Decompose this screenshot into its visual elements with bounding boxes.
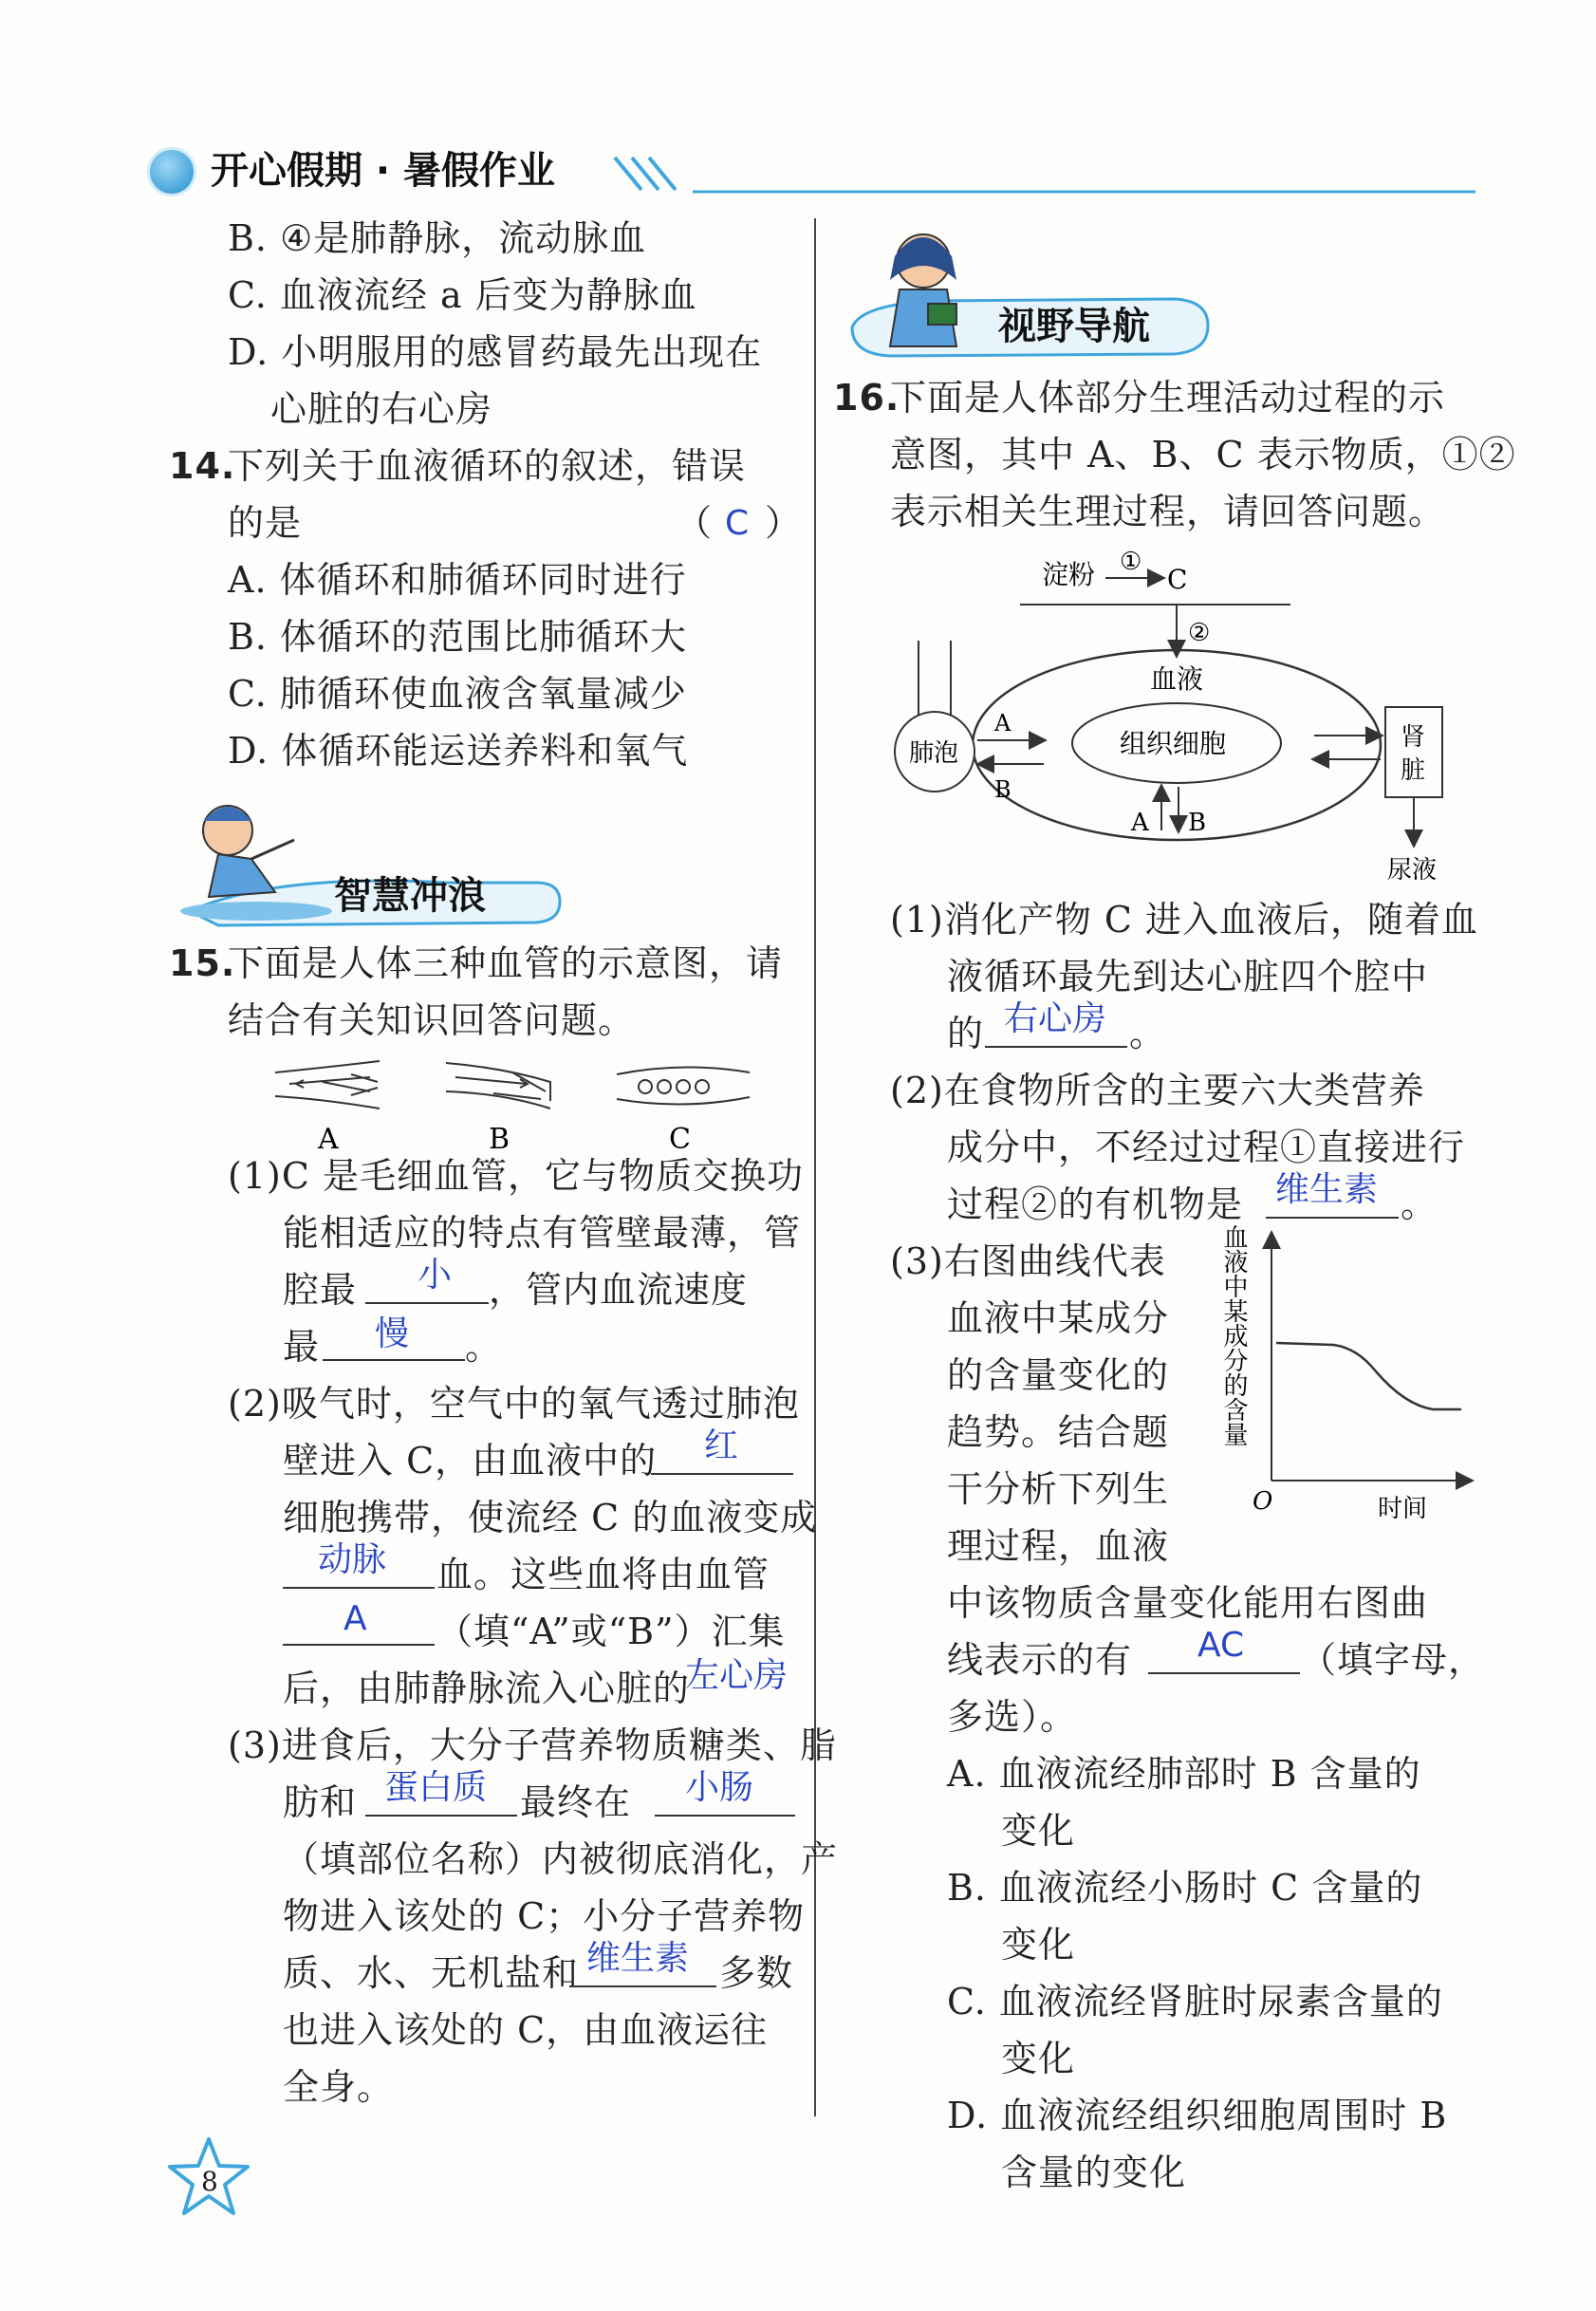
header-title: 开心假期 · 暑假作业 [211, 149, 556, 193]
q16-p3-line8a: 线表示的有 [947, 1639, 1133, 1681]
q15-p3-line3: （填部位名称）内被彻底消化，产 [283, 1838, 839, 1880]
header-decoration [607, 152, 1480, 199]
q14-answer: C [725, 504, 750, 543]
q16-option-d-line1: D. 血液流经组织细胞周围时 B [947, 2095, 1448, 2136]
q16-answer-2: 维生素 [1275, 1170, 1379, 1209]
vessel-label-a: A [318, 1123, 339, 1156]
q16-p3-line8b: （填字母， [1300, 1639, 1486, 1681]
q15-p2-line2a: 壁进入 C，由血液中的 [283, 1440, 658, 1482]
q14-paren-close: ） [765, 502, 803, 544]
q15-p3-line6: 也进入该处的 C，由血液运往 [283, 2009, 769, 2051]
diagram-urine: 尿液 [1387, 856, 1438, 885]
q16-stem-line1: 下面是人体部分生理活动过程的示 [890, 377, 1446, 419]
q16-p3-line7: 中该物质含量变化能用右图曲 [947, 1582, 1429, 1624]
page-number-star [166, 2135, 251, 2221]
diagram-step1: ① [1120, 548, 1142, 576]
q16-option-b-line1: B. 血液流经小肠时 C 含量的 [947, 1867, 1423, 1909]
q15-answer-3a: 蛋白质 [384, 1768, 488, 1807]
q15-p1-line4a: 最 [283, 1326, 321, 1368]
vision-banner-title: 视野导航 [998, 305, 1150, 348]
q16-p1-line3b: 。 [1129, 1013, 1167, 1054]
diagram-kidney-2: 脏 [1401, 756, 1426, 785]
q13-option-b: B. ④是肺静脉，流动脉血 [228, 217, 647, 259]
q15-p2-line4b: 血。这些血将由血管 [436, 1554, 770, 1595]
q16-option-a-line2: 变化 [1001, 1810, 1076, 1852]
q15-stem-line2: 结合有关知识回答问题。 [228, 999, 636, 1041]
wisdom-banner-title: 智慧冲浪 [334, 874, 486, 918]
q16-option-a-line1: A. 血液流经肺部时 B 含量的 [947, 1753, 1421, 1795]
q16-answer-3: AC [1197, 1626, 1245, 1665]
diagram-b-tissue: B [1188, 809, 1207, 837]
q15-answer-2b: 动脉 [318, 1540, 387, 1579]
q15-p2-line3: 细胞携带，使流经 C 的血液变成 [283, 1497, 818, 1538]
diagram-tissue-cells: 组织细胞 [1120, 728, 1227, 759]
graph-origin: O [1253, 1487, 1273, 1516]
q14-option-d: D. 体循环能运送养料和氧气 [228, 730, 689, 772]
q14-paren-open: （ [676, 502, 714, 544]
q15-p1-line3a: 腔最 [283, 1269, 358, 1311]
q16-number: 16. [833, 377, 900, 419]
q16-p3-line9: 多选）。 [947, 1696, 1078, 1738]
q15-p3-line2a: 肪和 [283, 1781, 358, 1823]
q16-p3-line6: 理过程，血液 [947, 1525, 1170, 1567]
q16-p3-line2: 血液中某成分 [947, 1297, 1170, 1339]
page-number: 8 [201, 2166, 218, 2197]
q14-number: 14. [169, 445, 236, 487]
q15-number: 15. [169, 942, 236, 984]
q16-p2-line2: 成分中，不经过过程①直接进行 [947, 1127, 1466, 1168]
q15-p3-line2b: 最终在 [520, 1781, 632, 1823]
q15-p3-line7: 全身。 [283, 2066, 395, 2108]
q16-answer-1: 右心房 [1004, 999, 1107, 1038]
q15-p2-line1: (2)吸气时，空气中的氧气透过肺泡 [228, 1383, 800, 1425]
q16-option-b-line2: 变化 [1001, 1924, 1076, 1966]
q15-p3-line5b: 多数 [719, 1952, 794, 1994]
q16-p1-line3a: 的 [947, 1013, 985, 1054]
q15-answer-1b: 慢 [375, 1314, 410, 1353]
q15-p1-line4b: 。 [465, 1326, 503, 1368]
q14-option-a: A. 体循环和肺循环同时进行 [228, 559, 687, 601]
q16-p3-line4: 趋势。结合题 [947, 1411, 1170, 1453]
header-logo-circle [150, 150, 194, 194]
q14-stem-line1: 下列关于血液循环的叙述，错误 [228, 445, 747, 487]
q15-p3-line4: 物进入该处的 C；小分子营养物 [283, 1895, 806, 1937]
graph-xlabel: 时间 [1378, 1495, 1428, 1523]
q15-p1-line2: 能相适应的特点有管壁最薄，管 [283, 1212, 802, 1254]
diagram-a-lung: A [994, 710, 1011, 736]
q15-answer-2c: A [343, 1599, 367, 1638]
q15-p2-line6a: 后，由肺静脉流入心脏的 [283, 1668, 691, 1709]
q15-p2-line5b: （填“A”或“B”）汇集 [436, 1611, 786, 1652]
q13-option-c: C. 血液流经 a 后变为静脉血 [228, 274, 697, 316]
q16-p3-line3: 的含量变化的 [947, 1354, 1170, 1396]
q16-p2-line3a: 过程②的有机物是 [947, 1183, 1244, 1225]
diagram-alveoli: 肺泡 [909, 739, 959, 768]
content-curve-graph [1219, 1215, 1490, 1528]
q14-stem-line2: 的是 [228, 502, 303, 544]
q15-stem-line1: 下面是人体三种血管的示意图，请 [228, 942, 784, 984]
q15-answer-3b: 小肠 [685, 1768, 754, 1807]
q16-p2-line1: (2)在食物所含的主要六大类营养 [890, 1070, 1425, 1111]
q16-option-d-line2: 含量的变化 [1001, 2152, 1187, 2193]
q15-p1-line1: (1)C 是毛细血管，它与物质交换功 [228, 1155, 804, 1197]
q13-option-d-line2: 心脏的右心房 [270, 388, 493, 430]
q15-p1-line3b: ，管内血流速度 [489, 1269, 749, 1311]
blood-vessels-figure [266, 1053, 759, 1158]
vessel-label-c: C [669, 1123, 691, 1156]
physiology-diagram [892, 536, 1461, 892]
q16-p2-line3b: 。 [1401, 1183, 1438, 1225]
q16-p3-line5: 干分析下列生 [947, 1468, 1170, 1510]
q16-option-c-line2: 变化 [1001, 2038, 1076, 2079]
diagram-kidney-1: 肾 [1401, 723, 1426, 752]
q15-answer-1a: 小 [418, 1256, 453, 1295]
q15-answer-3c: 维生素 [586, 1939, 690, 1978]
q16-p1-line2: 液循环最先到达心脏四个腔中 [947, 956, 1429, 997]
diagram-step2: ② [1188, 619, 1211, 647]
q16-p1-line1: (1)消化产物 C 进入血液后，随着血 [890, 899, 1479, 941]
vessel-label-b: B [489, 1123, 510, 1156]
q14-option-b: B. 体循环的范围比肺循环大 [228, 616, 688, 658]
q16-stem-line2: 意图，其中 A、B、C 表示物质，①② [890, 434, 1516, 475]
q15-answer-2d: 左心房 [685, 1656, 789, 1695]
diagram-a-tissue: A [1131, 809, 1149, 837]
q15-p3-line1: (3)进食后，大分子营养物质糖类、脂 [228, 1724, 837, 1766]
diagram-c: C [1167, 564, 1188, 595]
graph-ylabel: 血液中某成分的含量 [1219, 1224, 1248, 1446]
diagram-blood: 血液 [1150, 663, 1204, 695]
q16-stem-line3: 表示相关生理过程，请回答问题。 [890, 491, 1446, 532]
diagram-starch: 淀粉 [1042, 559, 1096, 590]
q16-option-c-line1: C. 血液流经肾脏时尿素含量的 [947, 1981, 1443, 2022]
diagram-b-lung: B [994, 776, 1011, 803]
q13-option-d-line1: D. 小明服用的感冒药最先出现在 [228, 331, 763, 373]
q14-option-c: C. 肺循环使血液含氧量减少 [228, 673, 687, 715]
q15-p3-line5a: 质、水、无机盐和 [283, 1952, 580, 1994]
q15-answer-2a: 红 [704, 1426, 739, 1465]
q16-p3-line1: (3)右图曲线代表 [890, 1240, 1166, 1282]
